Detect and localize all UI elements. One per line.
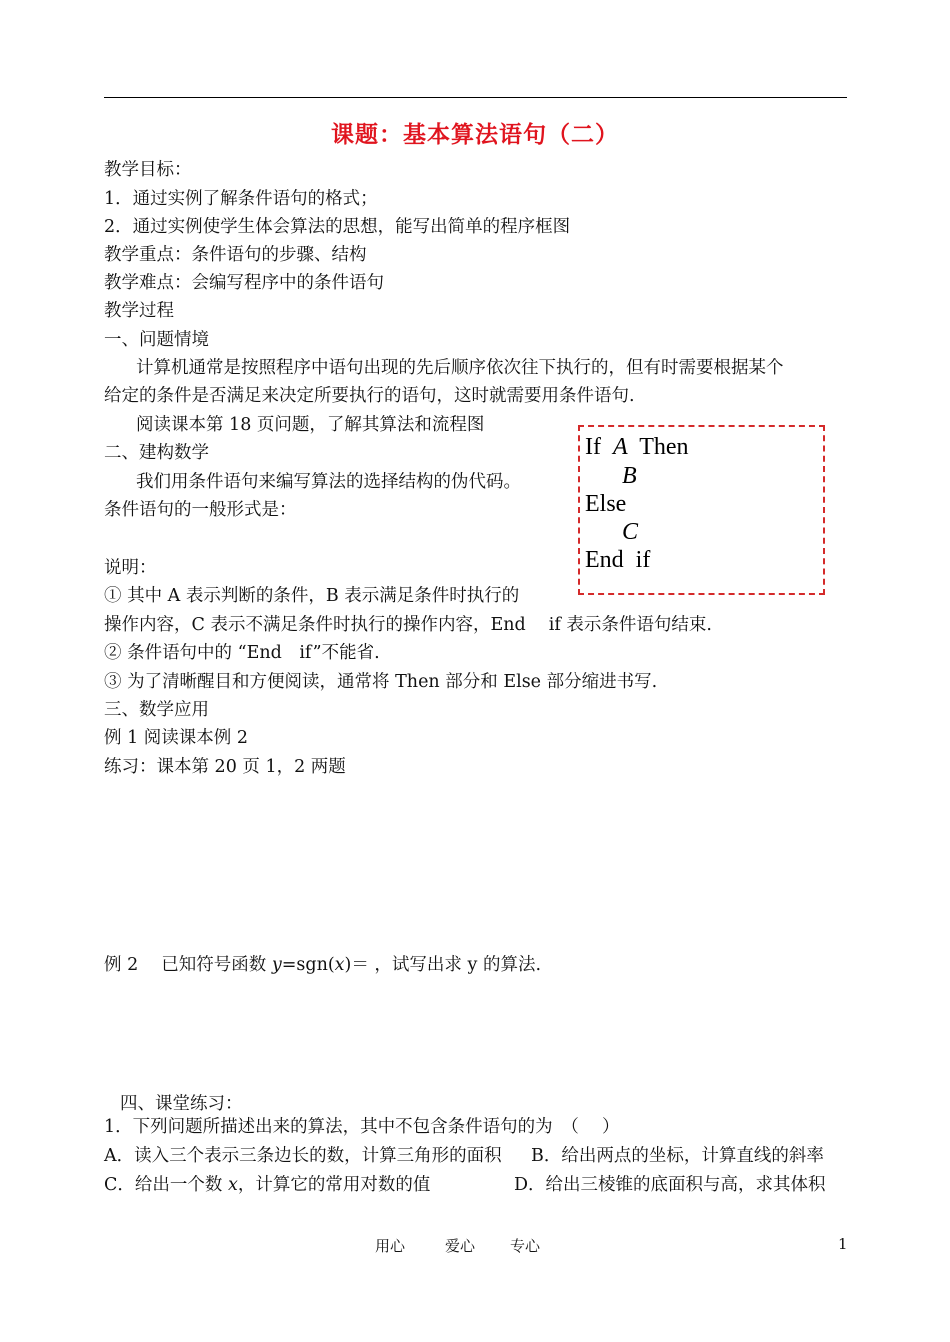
goal-2: 2．通过实例使学生体会算法的思想，能写出简单的程序框图 xyxy=(104,217,571,237)
process-heading: 教学过程 xyxy=(104,301,174,321)
code-if-line xyxy=(585,435,689,459)
note-1a: ① 其中 A 表示判断的条件，B 表示满足条件时执行的 xyxy=(104,586,520,606)
practice: 练习：课本第 20 页 1，2 两题 xyxy=(104,757,346,777)
paragraph-1a: 计算机通常是按照程序中语句出现的先后顺序依次往下执行的，但有时需要根据某个 xyxy=(136,358,784,378)
paragraph-2: 我们用条件语句来编写算法的选择结构的伪代码。 xyxy=(136,472,521,492)
code-condition: A xyxy=(612,434,628,460)
read-note: 阅读课本第 18 页问题，了解其算法和流程图 xyxy=(136,415,485,435)
example-2-y: y xyxy=(271,955,282,975)
note-3: ③ 为了清晰醒目和方便阅读，通常将 Then 部分和 Else 部分缩进书写. xyxy=(104,672,658,692)
page-number: 1 xyxy=(838,1235,848,1253)
question-1: 1．下列问题所描述出来的算法，其中不包含条件语句的为 （ ） xyxy=(104,1117,620,1137)
code-end-if: End if xyxy=(585,547,651,573)
header-rule xyxy=(104,97,847,98)
general-form-label: 条件语句的一般形式是： xyxy=(104,500,297,520)
option-c xyxy=(104,1177,430,1195)
option-c-prefix: C．给出一个数 xyxy=(104,1175,228,1195)
code-then-keyword: Then xyxy=(639,434,689,460)
section-4-heading: 四、课堂练习： xyxy=(120,1094,243,1114)
footer-text-3: 专心 xyxy=(510,1237,541,1255)
option-c-x: x xyxy=(227,1175,238,1195)
section-2-heading: 二、建构数学 xyxy=(104,443,209,463)
paragraph-1b: 给定的条件是否满足来决定所要执行的语句，这时就需要用条件语句. xyxy=(104,386,635,406)
code-else: Else xyxy=(585,491,627,517)
example-2 xyxy=(104,957,541,975)
example-2-x: x xyxy=(334,955,345,975)
example-1: 例 1 阅读课本例 2 xyxy=(104,728,248,748)
option-a: A．读入三个表示三条边长的数，计算三角形的面积 xyxy=(104,1146,502,1166)
example-2-mid: =sgn( xyxy=(281,955,335,975)
section-3-heading: 三、数学应用 xyxy=(104,700,209,720)
example-2-suffix: )＝ ，试写出求 y 的算法. xyxy=(344,955,542,975)
note-1b: 操作内容，C 表示不满足条件时执行的操作内容，End if 表示条件语句结束. xyxy=(104,615,712,635)
explain-label: 说明： xyxy=(104,558,157,578)
page-title: 课题：基本算法语句（二） xyxy=(331,121,619,148)
code-c: C xyxy=(622,519,639,545)
difficulty: 教学难点：会编写程序中的条件语句 xyxy=(104,273,384,293)
goals-heading: 教学目标： xyxy=(104,160,192,180)
footer-text-2: 爱心 xyxy=(445,1237,476,1255)
note-2: ② 条件语句中的 “End if”不能省. xyxy=(104,643,380,663)
key-point: 教学重点：条件语句的步骤、结构 xyxy=(104,245,367,265)
option-d: D．给出三棱锥的底面积与高，求其体积 xyxy=(514,1175,826,1195)
code-b: B xyxy=(622,463,637,489)
option-b: B．给出两点的坐标，计算直线的斜率 xyxy=(531,1146,824,1166)
footer-text-1: 用心 xyxy=(375,1237,406,1255)
section-1-heading: 一、问题情境 xyxy=(104,330,209,350)
example-2-prefix: 例 2 已知符号函数 xyxy=(104,955,272,975)
option-c-suffix: ，计算它的常用对数的值 xyxy=(237,1175,431,1195)
goal-1: 1．通过实例了解条件语句的格式； xyxy=(104,189,378,209)
code-if-keyword: If xyxy=(585,434,601,460)
